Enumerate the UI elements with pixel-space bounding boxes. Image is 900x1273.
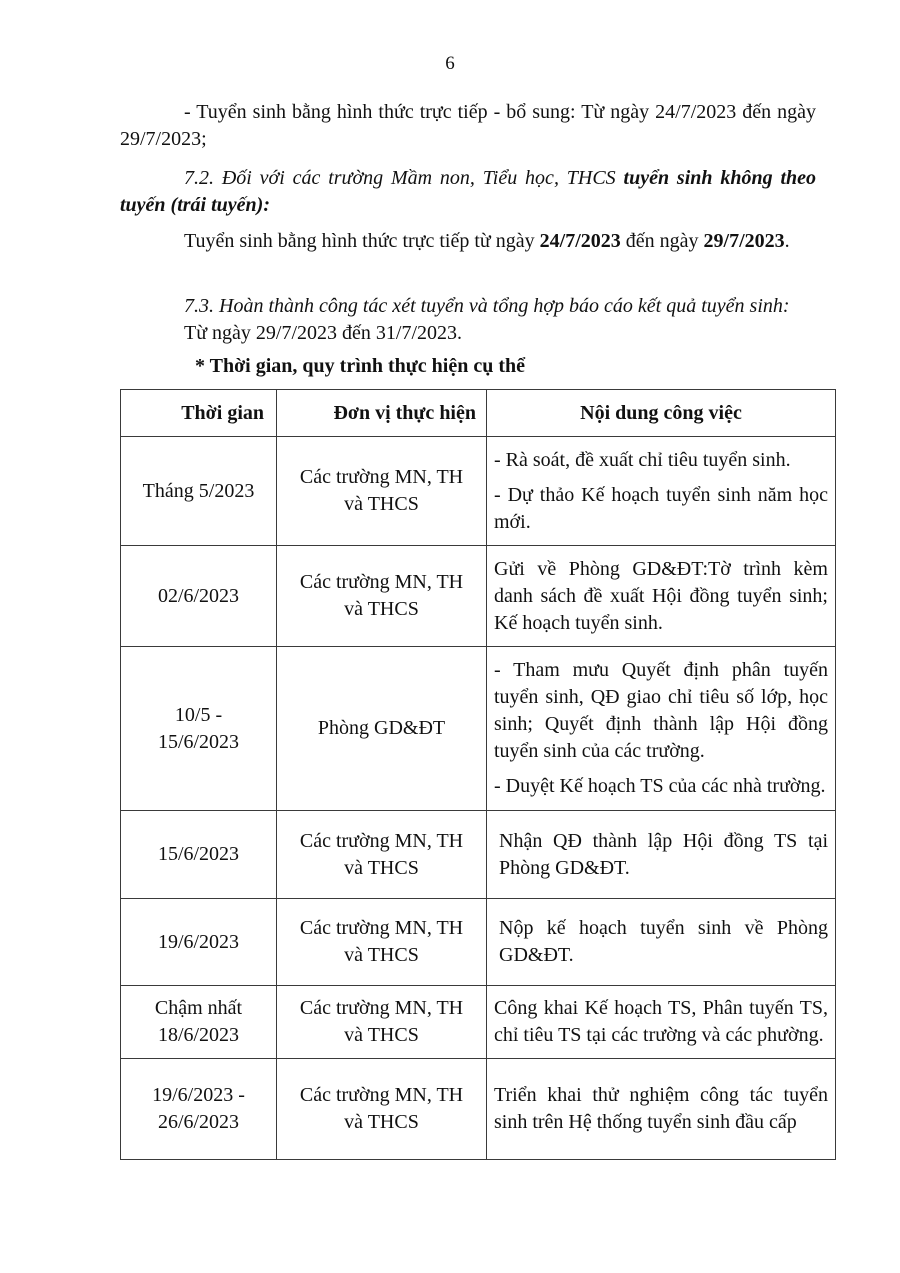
- cell-content: [487, 546, 836, 647]
- section-7-3-dates: Từ ngày 29/7/2023 đến 31/7/2023.: [184, 322, 463, 344]
- header-content: Nội dung công việc: [487, 390, 836, 437]
- cell-content: [487, 899, 836, 986]
- unit-line: Các trường MN, TH: [299, 466, 464, 488]
- cell-unit: [277, 437, 487, 546]
- header-unit: Đơn vị thực hiện: [277, 390, 487, 437]
- time-line: 15/6/2023: [157, 730, 240, 753]
- time-line: 19/6/2023 -: [152, 1084, 245, 1106]
- unit-line: và THCS: [344, 493, 419, 515]
- paragraph-7-3: [120, 293, 816, 347]
- time-line: Chậm nhất: [154, 997, 243, 1019]
- cell-time: [121, 1059, 277, 1160]
- cell-unit: [277, 986, 487, 1059]
- cell-content: [487, 986, 836, 1059]
- unit-line: Các trường MN, TH: [299, 571, 464, 593]
- cell-unit: Phòng GD&ĐT: [277, 647, 487, 811]
- cell-time: 15/6/2023: [121, 811, 277, 899]
- cell-content: [487, 1059, 836, 1160]
- content-item: - Tham mưu Quyết định phân tuyến tuyển sinh, QĐ giao chỉ tiêu số lớp, học sinh; Quyết định thành lập Hội đồng tuyển sinh của các trường.: [494, 659, 828, 762]
- page-number: 6: [445, 53, 455, 74]
- unit-line: Các trường MN, TH: [299, 917, 464, 939]
- direct-enrollment-text-2: đến ngày: [620, 230, 704, 252]
- table-header-row: [121, 390, 836, 437]
- start-date: 24/7/2023: [539, 230, 621, 252]
- table-row: [121, 811, 836, 899]
- table-row: [121, 647, 836, 811]
- content-item: Công khai Kế hoạch TS, Phân tuyến TS, chỉ tiêu TS tại các trường và các phường.: [494, 997, 828, 1046]
- table-row: [121, 899, 836, 986]
- section-heading: * Thời gian, quy trình thực hiện cụ thể: [195, 355, 525, 377]
- end-date: 29/7/2023: [703, 230, 785, 252]
- cell-unit: [277, 546, 487, 647]
- cell-unit: [277, 1059, 487, 1160]
- time-line: 18/6/2023: [157, 1024, 240, 1046]
- cell-time: Tháng 5/2023: [121, 437, 277, 546]
- unit-line: và THCS: [344, 1111, 419, 1133]
- cell-content: [487, 811, 836, 899]
- cell-time: [121, 986, 277, 1059]
- section-7-3-title: 7.3. Hoàn thành công tác xét tuyển và tổng hợp báo cáo kết quả tuyển sinh:: [184, 295, 790, 317]
- content-item: - Dự thảo Kế hoạch tuyển sinh năm học mới.: [494, 483, 828, 533]
- table-row: [121, 986, 836, 1059]
- unit-line: Các trường MN, TH: [299, 829, 464, 852]
- content-item: - Duyệt Kế hoạch TS của các nhà trường.: [494, 775, 826, 797]
- period: .: [784, 230, 790, 252]
- section-7-2-emphasis: tuyển sinh không theo tuyến (trái tuyến):: [120, 167, 816, 216]
- unit-line: và THCS: [344, 1024, 419, 1046]
- content-item: - Rà soát, đề xuất chỉ tiêu tuyển sinh.: [494, 448, 791, 471]
- direct-enrollment-text: Tuyển sinh bằng hình thức trực tiếp từ ngày: [184, 230, 540, 252]
- time-line: 10/5 -: [174, 703, 223, 726]
- paragraph-direct-enrollment: [120, 228, 816, 255]
- unit-line: và THCS: [344, 856, 419, 879]
- cell-time: 02/6/2023: [121, 546, 277, 647]
- paragraph-7-2: [120, 165, 816, 219]
- cell-time: 19/6/2023: [121, 899, 277, 986]
- content-item: Triển khai thử nghiệm công tác tuyển sinh trên Hệ thống tuyển sinh đầu cấp: [494, 1084, 828, 1133]
- unit-line: Các trường MN, TH: [299, 997, 464, 1019]
- content-item: Nhận QĐ thành lập Hội đồng TS tại Phòng GD&ĐT.: [499, 829, 828, 879]
- schedule-table: [120, 389, 836, 1160]
- unit-line: và THCS: [344, 598, 419, 620]
- cell-unit: [277, 811, 487, 899]
- cell-unit: [277, 899, 487, 986]
- cell-content: [487, 437, 836, 546]
- table-row: [121, 437, 836, 546]
- content-item: Nộp kế hoạch tuyển sinh về Phòng GD&ĐT.: [499, 917, 828, 966]
- section-7-2-title: 7.2. Đối với các trường Mầm non, Tiểu học, THCS: [184, 167, 624, 189]
- unit-line: Các trường MN, TH: [299, 1084, 464, 1106]
- cell-content: [487, 647, 836, 811]
- table-row: [121, 1059, 836, 1160]
- paragraph-supplementary-enrollment: - Tuyển sinh bằng hình thức trực tiếp - bổ sung: Từ ngày 24/7/2023 đến ngày 29/7/2023;: [120, 101, 816, 150]
- header-time: Thời gian: [121, 390, 277, 437]
- unit-line: và THCS: [344, 944, 419, 966]
- content-item: Gửi về Phòng GD&ĐT:Tờ trình kèm danh sách đề xuất Hội đồng tuyển sinh; Kế hoạch tuyển sinh.: [494, 557, 828, 634]
- cell-time: [121, 647, 277, 811]
- table-row: [121, 546, 836, 647]
- time-line: 26/6/2023: [157, 1111, 240, 1133]
